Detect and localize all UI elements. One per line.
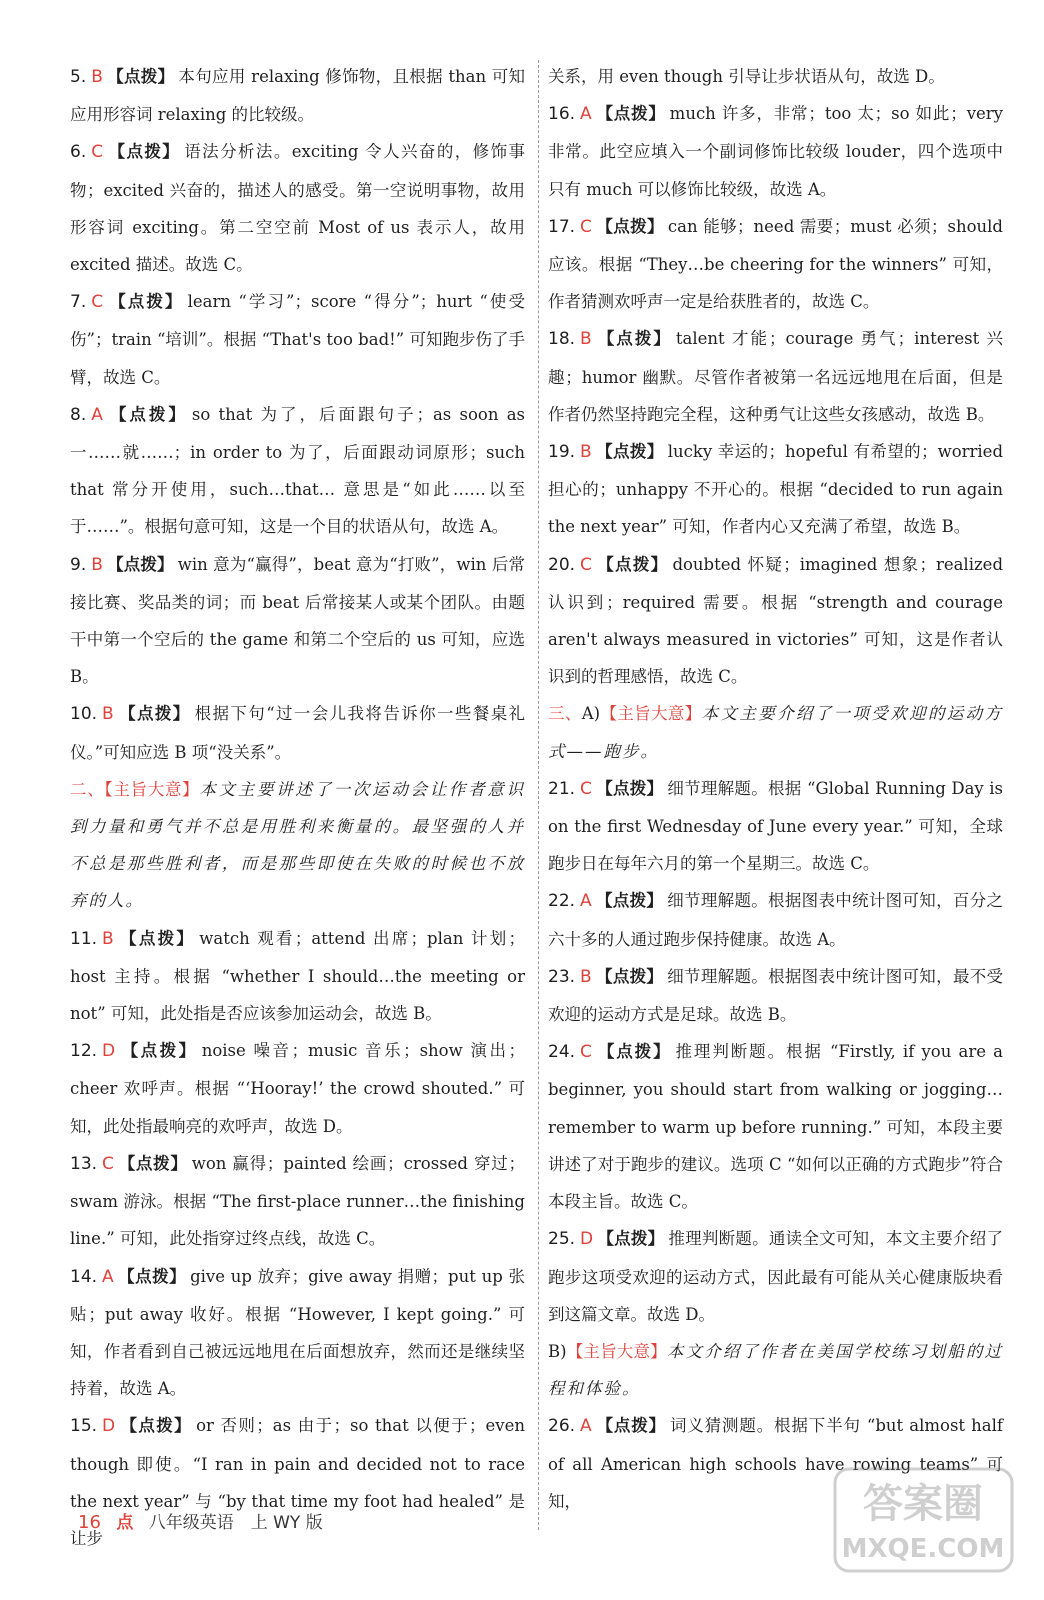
answer-entry [70,1258,525,1408]
answer-letter: A [580,104,592,125]
answer-letter: A [102,1266,114,1287]
hint-tag: 【点拨】 [595,329,672,349]
explanation-text: 关系，用 even though 引导让步状语从句，故选 D。 [548,67,945,86]
right-column [548,58,1003,1520]
hint-tag: 【点拨】 [106,67,175,86]
hint-tag: 【点拨】 [595,554,669,574]
answer-letter: D [102,1416,116,1437]
answer-letter: C [580,554,592,575]
answer-letter: B [580,966,592,987]
book-title: 八年级英语 上 WY 版 [148,1513,323,1533]
main-idea-tag: 【主旨大意】 [104,779,200,799]
hint-tag: 【点拨】 [595,216,664,236]
column-divider [538,60,539,1530]
answer-entry [70,1407,525,1557]
hint-tag: 【点拨】 [107,142,181,162]
explanation-text: 根据下句“过一会儿我将告诉你一些餐桌礼仪。”可知应选 B 项“没关系”。 [70,704,526,762]
question-number: 19. [548,442,576,463]
answer-letter: C [102,1153,114,1174]
brand-logo: 点 [116,1513,134,1533]
hint-tag: 【点拨】 [117,1153,188,1173]
answer-entry [548,95,1003,208]
hint-tag: 【点拨】 [595,778,664,798]
explanation-text: learn “学习”；score “得分”；hurt “使受伤”；train “培训”。根据 “That's too bad!” 可知跑步伤了手臂，故选 C。 [70,292,526,387]
hint-tag: 【点拨】 [595,442,664,462]
question-number: 6. [70,142,87,163]
hint-tag: 【点拨】 [119,1041,198,1061]
hint-tag: 【点拨】 [595,1416,666,1436]
explanation-text: win 意为“赢得”，beat 意为“打败”，win 后常接比赛、奖品类的词；而 beat 后常接某人或某个团队。由题干中第一个空后的 the game 和第二个空后的 us 可知，应选 B。 [70,554,526,687]
hint-tag: 【点拨】 [117,928,196,948]
main-idea-tag: 【主旨大意】 [566,1341,667,1361]
question-number: 18. [548,329,576,350]
hint-tag: 【点拨】 [595,891,664,911]
answer-entry [70,1032,525,1145]
explanation-text: can 能够；need 需要；must 必须；should 应该。根据 “They…be cheering for the winners” 可知，作者猜测欢呼声一定是给获胜者的，故选 C。 [548,216,1003,312]
answer-letter: B [91,554,103,575]
watermark-line2: MXQE.COM [841,1534,1005,1564]
section-entry [548,58,1003,95]
question-number: 16. [548,104,576,125]
hint-tag: 【点拨】 [106,554,174,574]
answer-letter: B [580,329,592,350]
watermark-logo [831,1465,1016,1575]
answer-letter: B [102,704,114,725]
answer-letter: A [580,1416,592,1437]
answer-entry [70,58,525,133]
answer-entry [548,433,1003,546]
section-number: 二、 [70,779,105,799]
answer-entry [548,546,1003,696]
section-entry [548,1333,1003,1407]
question-number: 7. [70,292,87,313]
answer-entry [548,882,1003,957]
section-number: 三、 [548,704,582,724]
answer-entry [70,546,525,696]
answer-letter: C [91,142,104,163]
explanation-text: 本句应用 relaxing 修饰物，且根据 than 可知应用形容词 relaxing 的比较级。 [70,67,525,125]
left-column [70,58,525,1557]
explanation-text: lucky 幸运的；hopeful 有希望的；worried 担心的；unhappy 不开心的。根据 “decided to run again the next year” 可知，作者内心又充满了希望，故选 B。 [548,442,1004,537]
page-number: 16 [78,1512,101,1533]
hint-tag: 【点拨】 [117,704,191,724]
question-number: 26. [548,1416,576,1437]
question-number: 15. [70,1416,98,1437]
question-number: 14. [70,1266,98,1287]
explanation-text: much 许多，非常；too 太；so 如此；very 非常。此空应填入一个副词修饰比较级 louder，四个选项中只有 much 可以修饰比较级，故选 A。 [548,104,1003,199]
explanation-text: 推理判断题。根据 “Firstly, if you are a beginner, you should start from walking or jogging…remember to warm up before running.” 可知，本段主要讲述了对于跑步的建议。选项 C “如何以正确的方式跑步”符合本段主旨。故选 C。 [548,1042,1003,1212]
explanation-text: doubted 怀疑；imagined 想象；realized 认识到；required 需要。根据 “strength and courage aren't always measured in victories” 可知，这是作者认识到的哲理感悟，故选 C。 [548,554,1004,687]
answer-letter: D [580,1229,594,1250]
hint-tag: 【点拨】 [119,1416,193,1436]
explanation-text: 本文主要介绍了一项受欢迎的运动方式——跑步。 [548,704,1004,761]
explanation-text: talent 才能；courage 勇气；interest 兴趣；humor 幽默。尽管作者被第一名远远地甩在后面，但是作者仍然坚持跑完全程，这种勇气让这些女孩感动，故选 B。 [548,329,1003,424]
answer-entry [70,695,525,770]
question-number: 10. [70,704,98,725]
question-number: 13. [70,1153,98,1174]
question-number: 22. [548,891,576,912]
question-number: 9. [70,554,87,575]
answer-entry [548,958,1003,1033]
answer-letter: C [580,778,592,799]
answer-letter: B [91,67,103,87]
answer-letter: B [580,442,592,463]
watermark-line1: 答案圈 [863,1481,983,1527]
question-number: 5. [70,67,87,87]
hint-tag: 【点拨】 [597,1229,665,1249]
answer-letter: C [91,292,104,313]
explanation-text: give up 放弃；give away 捐赠；put up 张贴；put away 收好。根据 “However, I kept going.” 可知，作者看到自己被远远地甩在后面想放弃，然而还是继续坚持着，故选 A。 [70,1266,525,1399]
explanation-text: or 否则；as 由于；so that 以便于；even though 即使。“I ran in pain and decided not to race the next year” 与 “by that time my foot had healed” 是让步 [70,1416,525,1548]
hint-tag: 【点拨】 [595,966,664,986]
question-number: 24. [548,1042,576,1063]
explanation-text: noise 噪音；music 音乐；show 演出；cheer 欢呼声。根据 “‘Hooray!’ the crowd shouted.” 可知，此处指最响亮的欢呼声，故选 D。 [70,1041,526,1136]
page-footer [78,1508,323,1533]
question-number: 23. [548,966,576,987]
hint-tag: 【点拨】 [107,292,184,312]
section-entry [548,695,1003,769]
answer-entry [548,320,1003,433]
question-number: 17. [548,216,576,237]
answer-entry [70,1145,525,1258]
question-number: 25. [548,1229,576,1250]
question-number: 20. [548,554,576,575]
question-number: 21. [548,778,576,799]
answer-entry [548,1220,1003,1333]
answer-entry [70,133,525,283]
main-idea-tag: 【主旨大意】 [600,704,702,724]
answer-entry [70,283,525,396]
explanation-text: 细节理解题。根据图表中统计图可知，最不受欢迎的运动方式是足球。故选 B。 [548,966,1004,1025]
answer-letter: C [580,216,592,237]
hint-tag: 【点拨】 [106,404,188,424]
explanation-text: 推理判断题。通读全文可知，本文主要介绍了跑步这项受欢迎的运动方式，因此最有可能从关心健康版块看到这篇文章。故选 D。 [548,1229,1004,1324]
hint-tag: 【点拨】 [595,1042,672,1062]
part-label: A) [581,704,601,724]
part-label: B) [548,1341,567,1361]
question-number: 8. [70,404,87,425]
question-number: 12. [70,1041,98,1062]
answer-letter: C [580,1042,592,1063]
question-number: 11. [70,928,98,949]
answer-entry [70,396,525,546]
answer-entry [548,1033,1003,1220]
answer-entry [548,770,1003,883]
explanation-text: 本文主要讲述了一次运动会让作者意识到力量和勇气并不总是用胜利来衡量的。最坚强的人并不总是那些胜利者，而是那些即使在失败的时候也不放弃的人。 [70,779,526,911]
explanation-text: so that 为了，后面跟句子；as soon as 一……就……；in order to 为了，后面跟动词原形；such that 常分开使用，such…that… 意思是“如此……以至于……”。根据句意可知，这是一个目的状语从句，故选 A。 [70,404,525,537]
answer-letter: D [102,1041,116,1062]
answer-letter: A [91,404,103,425]
answer-entry [548,208,1003,321]
hint-tag: 【点拨】 [595,104,666,124]
explanation-text: 本文介绍了作者在美国学校练习划船的过程和体验。 [548,1341,1004,1399]
explanation-text: 细节理解题。根据 “Global Running Day is on the first Wednesday of June every year.” 可知，全球跑步日在每年六月的第一个星期三。故选 C。 [548,778,1004,874]
explanation-text: 细节理解题。根据图表中统计图可知，百分之六十多的人通过跑步保持健康。故选 A。 [548,891,1004,949]
answer-entry [70,920,525,1033]
explanation-text: 语法分析法。exciting 令人兴奋的，修饰事物；excited 兴奋的，描述人的感受。第一空说明事物，故用形容词 exciting。第二空空前 Most of us 表示人，故用 excited 描述。故选 C。 [70,142,526,275]
answer-letter: A [580,891,592,912]
explanation-text: 词义猜测题。根据下半句 “but almost half of all American high schools have rowing teams” 可知， [548,1416,1003,1511]
explanation-text: watch 观看；attend 出席；plan 计划；host 主持。根据 “whether I should…the meeting or not” 可知，此处指是否应该参加运动会，故选 B。 [70,928,525,1024]
explanation-text: won 赢得；painted 绘画；crossed 穿过；swam 游泳。根据 “The first-place runner…the finishing line.” 可知，此处指穿过终点线，故选 C。 [70,1153,525,1249]
answer-letter: B [102,928,114,949]
section-entry [70,771,525,920]
hint-tag: 【点拨】 [117,1266,187,1286]
